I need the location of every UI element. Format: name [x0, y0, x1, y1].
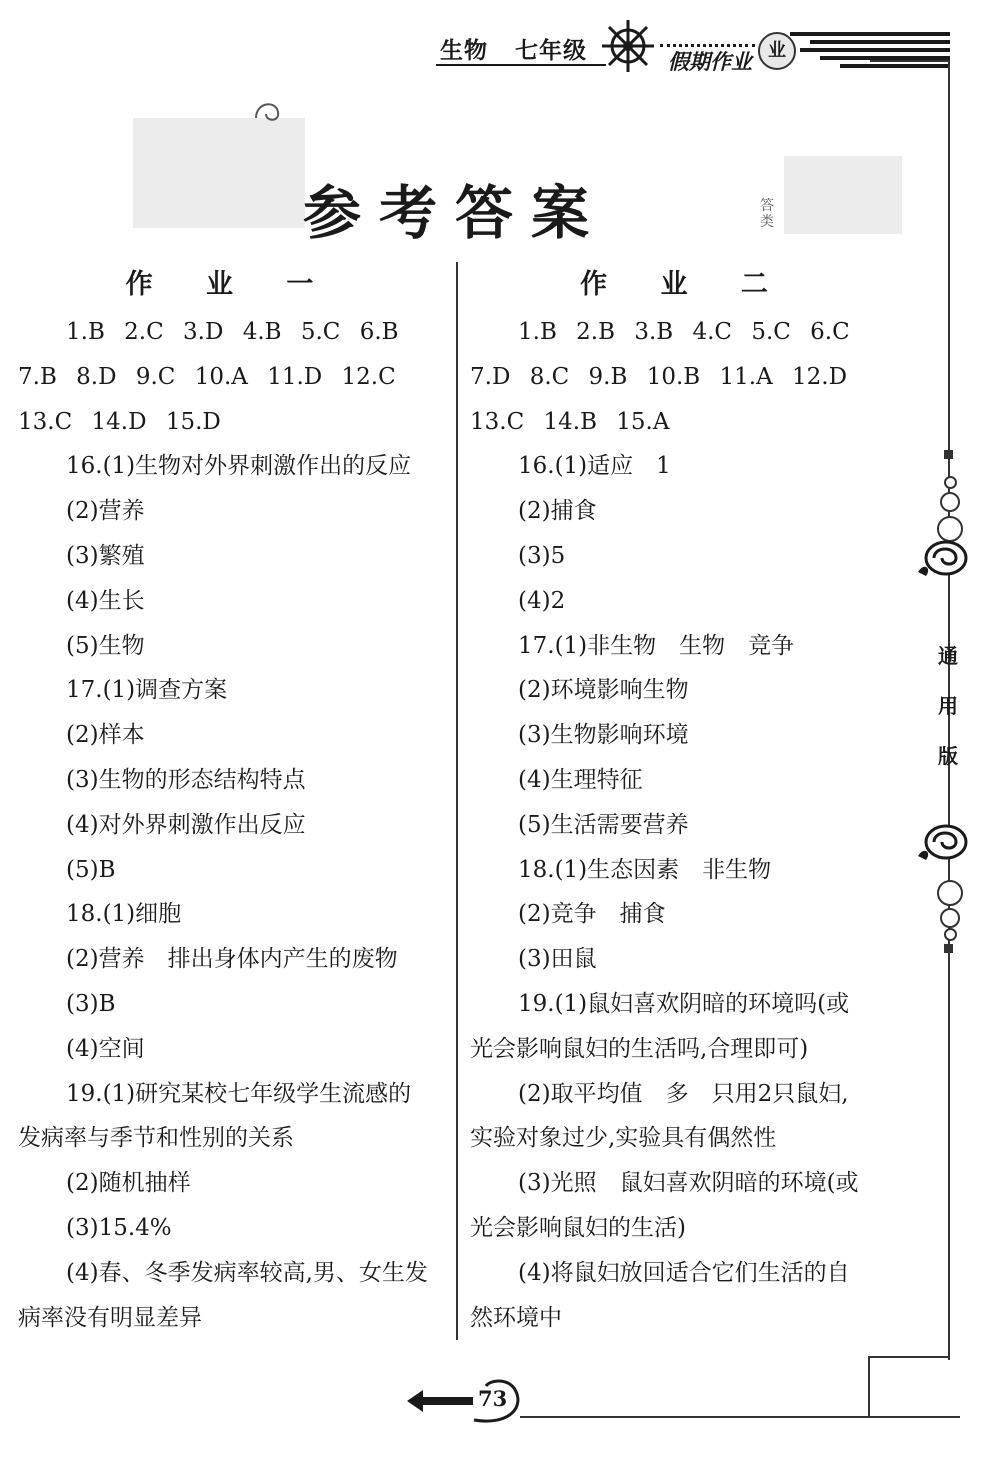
- answer-line: (5)生活需要营养: [518, 811, 689, 838]
- answer-line: 18.(1)生态因素 非生物: [518, 856, 772, 883]
- column-divider: [456, 262, 458, 1340]
- swirl-icon: [252, 98, 288, 126]
- answer-line: (5)生物: [66, 632, 145, 659]
- cartoon-snail-icon: [912, 532, 972, 582]
- answer-line: 光会影响鼠妇的生活): [470, 1214, 686, 1241]
- answer-line: (4)生长: [66, 587, 145, 614]
- page-title: 参考答案: [302, 179, 607, 247]
- answers-column-2: [470, 260, 900, 1340]
- answer-line: (3)光照 鼠妇喜欢阴暗的环境(或: [518, 1170, 859, 1197]
- title-shade-left: [133, 118, 305, 228]
- ship-wheel-icon: [600, 18, 656, 74]
- side-label-char: 通: [938, 644, 958, 668]
- header-stripes-decoration: [790, 28, 950, 72]
- rail-square: [944, 450, 953, 459]
- answer-line: 13.C 14.B 15.A: [470, 408, 670, 435]
- side-label-char: 版: [938, 744, 958, 768]
- answer-line: (3)B: [66, 990, 116, 1017]
- rail-circle: [944, 476, 957, 489]
- side-label-char: 用: [938, 694, 958, 718]
- answer-line: (3)繁殖: [66, 542, 145, 569]
- stamp-char: 答: [760, 198, 774, 214]
- answer-line: (3)田鼠: [518, 946, 597, 973]
- answer-line: 19.(1)鼠妇喜欢阴暗的环境吗(或: [518, 990, 850, 1017]
- answer-line: 病率没有明显差异: [18, 1304, 202, 1331]
- answer-line: (2)样本: [66, 722, 145, 749]
- answers-column-1: [18, 260, 443, 1340]
- rail-circle: [937, 880, 963, 906]
- rail-circle: [940, 492, 960, 512]
- column-heading: 作 业 一: [125, 269, 336, 300]
- answer-line: (2)随机抽样: [66, 1170, 191, 1197]
- answer-line: 17.(1)非生物 生物 竞争: [518, 632, 795, 659]
- answer-line: (4)生理特征: [518, 766, 643, 793]
- answer-line: 实验对象过少,实验具有偶然性: [470, 1125, 777, 1152]
- answer-line: (4)将鼠妇放回适合它们生活的自: [518, 1259, 850, 1286]
- answer-line: (3)生物的形态结构特点: [66, 766, 306, 793]
- header-underline: [436, 64, 606, 66]
- page-number: 73: [478, 1386, 508, 1411]
- answer-line: 1.B 2.B 3.B 4.C 5.C 6.C: [518, 319, 850, 345]
- answer-line: 19.(1)研究某校七年级学生流感的: [66, 1080, 412, 1107]
- header-logo: 假期作业: [668, 50, 752, 74]
- header-subject: 生物: [440, 38, 488, 64]
- answer-line: (2)竞争 捕食: [518, 901, 666, 928]
- answer-line: (3)生物影响环境: [518, 722, 689, 749]
- answer-line: (3)5: [518, 542, 566, 569]
- title-shade-right: [784, 156, 902, 234]
- answer-line: (2)营养 排出身体内产生的废物: [66, 946, 398, 973]
- answer-line: 光会影响鼠妇的生活吗,合理即可): [470, 1035, 809, 1062]
- answer-line: 7.D 8.C 9.B 10.B 11.A 12.D: [470, 363, 848, 390]
- answer-line: 18.(1)细胞: [66, 901, 182, 928]
- answer-line: (2)取平均值 多 只用2只鼠妇,: [518, 1080, 849, 1107]
- answer-line: (4)2: [518, 587, 566, 614]
- answer-line: 13.C 14.D 15.D: [18, 408, 221, 435]
- answer-line: (2)捕食: [518, 498, 597, 525]
- answer-line: (4)空间: [66, 1035, 145, 1062]
- stamp-char: 类: [760, 214, 774, 230]
- answer-line: (2)环境影响生物: [518, 677, 689, 704]
- stamp-text: [760, 198, 774, 230]
- answer-line: 16.(1)适应 1: [518, 453, 671, 480]
- frame-top-rail: [870, 60, 950, 62]
- answer-line: 17.(1)调查方案: [66, 677, 228, 704]
- rail-circle: [940, 908, 960, 928]
- answer-line: (3)15.4%: [66, 1214, 172, 1241]
- answer-line: (5)B: [66, 856, 116, 883]
- answer-line: 发病率与季节和性别的关系: [18, 1125, 294, 1152]
- header-grade: 七年级: [515, 38, 588, 64]
- answer-line: (2)营养: [66, 498, 145, 525]
- column-heading: 作 业 二: [580, 269, 790, 300]
- header-subject-grade: [440, 32, 587, 65]
- rail-circle: [944, 928, 957, 941]
- answer-line: 1.B 2.C 3.D 4.B 5.C 6.B: [66, 319, 399, 345]
- left-arrow-icon: [405, 1386, 475, 1416]
- header-badge: 业: [758, 32, 796, 70]
- cartoon-snail-icon: [912, 818, 972, 868]
- answer-line: 然环境中: [470, 1304, 562, 1331]
- rail-square: [944, 944, 953, 953]
- answer-line: 16.(1)生物对外界刺激作出的反应: [66, 453, 412, 480]
- answer-line: (4)春、冬季发病率较高,男、女生发: [66, 1259, 428, 1286]
- answer-line: (4)对外界刺激作出反应: [66, 811, 306, 838]
- footer-corner-frame: [868, 1356, 950, 1418]
- answer-line: 7.B 8.D 9.C 10.A 11.D 12.C: [18, 363, 396, 390]
